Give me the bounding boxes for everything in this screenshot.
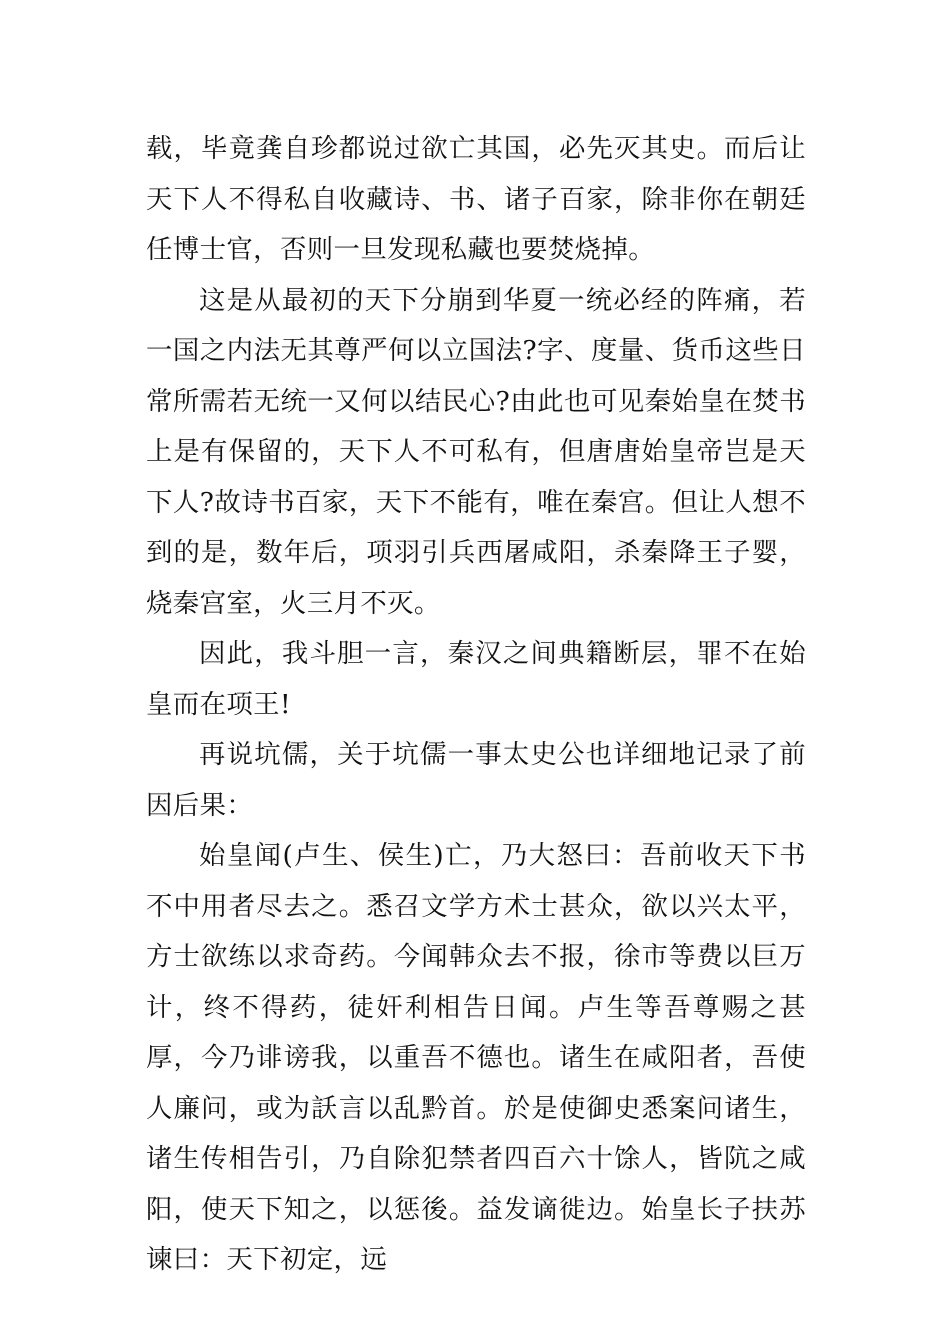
paragraph-4: 再说坑儒，关于坑儒一事太史公也详细地记录了前因后果： bbox=[146, 739, 806, 821]
paragraph-2: 这是从最初的天下分崩到华夏一统必经的阵痛，若一国之内法无其尊严何以立国法?字、度量、货币这些日常所需若无统一又何以结民心?由此也可见秦始皇在焚书上是有保留的，天下人不可私有，但唐唐始皇帝岂是天下人?故诗书百家，天下不能有，唯在秦宫。但让人想不到的是，数年后，项羽引兵西屠咸阳，杀秦降王子婴，烧秦宫室，火三月不灭。 bbox=[146, 284, 806, 619]
document-page bbox=[146, 124, 806, 1286]
paragraph-5: 始皇闻(卢生、侯生)亡，乃大怒曰：吾前收天下书不中用者尽去之。悉召文学方术士甚众，欲以兴太平，方士欲练以求奇药。今闻韩众去不报，徐市等费以巨万计，终不得药，徒奸利相告日闻。卢生等吾尊赐之甚厚，今乃诽谤我，以重吾不德也。诸生在咸阳者，吾使人廉问，或为訞言以乱黔首。於是使御史悉案问诸生，诸生传相告引，乃自除犯禁者四百六十馀人，皆阬之咸阳，使天下知之，以惩後。益发谪徙边。始皇长子扶苏谏曰：天下初定，远 bbox=[146, 840, 806, 1275]
paragraph-3: 因此，我斗胆一言，秦汉之间典籍断层，罪不在始皇而在项王! bbox=[146, 638, 806, 720]
paragraph-1: 载，毕竟龚自珍都说过欲亡其国，必先灭其史。而后让天下人不得私自收藏诗、书、诸子百家，除非你在朝廷任博士官，否则一旦发现私藏也要焚烧掉。 bbox=[146, 133, 806, 265]
